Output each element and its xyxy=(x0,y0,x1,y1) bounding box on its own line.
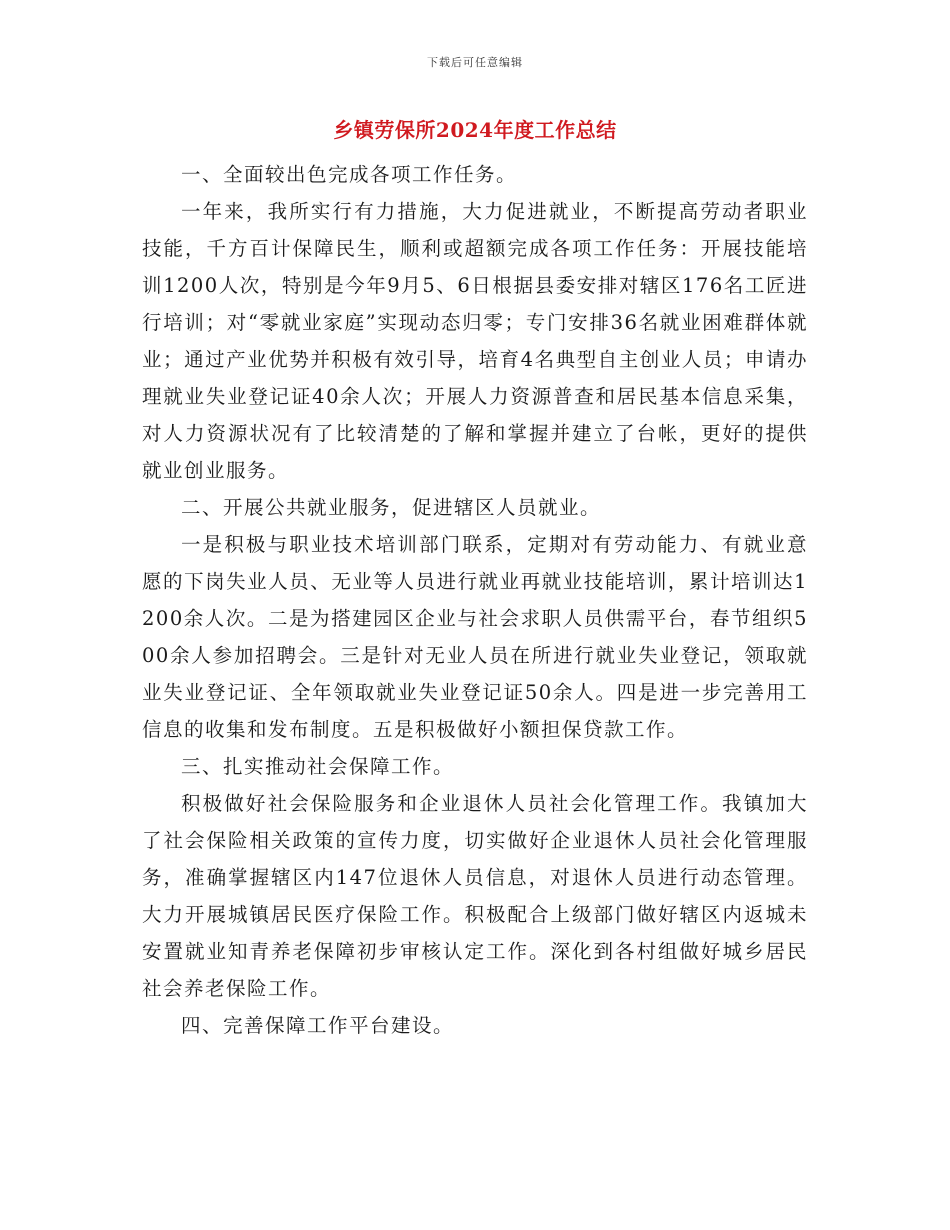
section-heading-3: 三、扎实推动社会保障工作。 xyxy=(181,755,455,778)
section-heading-1: 一、全面较出色完成各项工作任务。 xyxy=(181,163,518,186)
document-title: 乡镇劳保所2024年度工作总结 xyxy=(333,118,617,142)
page-header-note: 下载后可任意编辑 xyxy=(427,56,523,69)
body-paragraph-3: 积极做好社会保险服务和企业退休人员社会化管理工作。我镇加大了社会保险相关政策的宣传力度，切实做好企业退休人员社会化管理服务，准确掌握辖区内147位退休人员信息，对退休人员进行动态管理。大力开展城镇居民医疗保险工作。积极配合上级部门做好辖区内返城未安置就业知青养老保障初步审核认定工作。深化到各村组做好城乡居民社会养老保险工作。 xyxy=(142,792,808,1000)
section-heading-2: 二、开展公共就业服务，促进辖区人员就业。 xyxy=(181,496,602,519)
body-paragraph-2: 一是积极与职业技术培训部门联系，定期对有劳动能力、有就业意愿的下岗失业人员、无业等人员进行就业再就业技能培训，累计培训达1200余人次。二是为搭建园区企业与社会求职人员供需平台，春节组织500余人参加招聘会。三是针对无业人员在所进行就业失业登记，领取就业失业登记证、全年领取就业失业登记证50余人。四是进一步完善用工信息的收集和发布制度。五是积极做好小额担保贷款工作。 xyxy=(142,533,808,741)
body-paragraph-1: 一年来，我所实行有力措施，大力促进就业，不断提高劳动者职业技能，千方百计保障民生，顺利或超额完成各项工作任务：开展技能培训1200人次，特别是今年9月5、6日根据县委安排对辖区176名工匠进行培训；对“零就业家庭”实现动态归零；专门安排36名就业困难群体就业；通过产业优势并积极有效引导，培育4名典型自主创业人员；申请办理就业失业登记证40余人次；开展人力资源普查和居民基本信息采集，对人力资源状况有了比较清楚的了解和掌握并建立了台帐，更好的提供就业创业服务。 xyxy=(142,200,808,482)
section-heading-4: 四、完善保障工作平台建设。 xyxy=(181,1014,455,1037)
document-body xyxy=(142,156,808,1044)
